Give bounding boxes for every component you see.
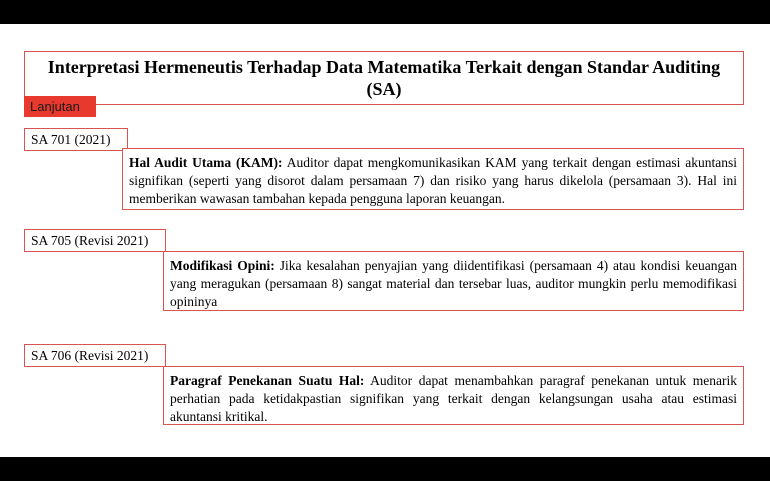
slide [0,24,770,457]
section-desc-sa701 [122,148,744,210]
section-heading: Modifikasi Opini: [170,258,275,273]
section-body: Auditor dapat menambahkan paragraf penekanan untuk menarik perhatian pada ketidakpastian signifikan yang terkait dengan kelangsungan usaha atau estimasi akuntansi kritikal. [170,373,737,424]
section-heading: Paragraf Penekanan Suatu Hal: [170,373,365,388]
section-heading: Hal Audit Utama (KAM): [129,155,283,170]
section-desc-sa705 [163,251,744,311]
section-body: Jika kesalahan penyajian yang diidentifikasi (persamaan 4) atau kondisi keuangan yang meragukan (persamaan 8) sangat material dan tersebar luas, auditor mungkin perlu memodifikasi opininya [170,258,737,309]
section-label-sa705: SA 705 (Revisi 2021) [24,229,166,252]
section-desc-sa706 [163,366,744,425]
section-label-sa706: SA 706 (Revisi 2021) [24,344,166,367]
slide-title: Interpretasi Hermeneutis Terhadap Data Matematika Terkait dengan Standar Auditing (SA) [24,51,744,105]
continuation-badge: Lanjutan [24,96,96,117]
section-label-sa701: SA 701 (2021) [24,128,128,151]
section-body: Auditor dapat mengkomunikasikan KAM yang terkait dengan estimasi akuntansi signifikan (seperti yang disorot dalam persamaan 7) dan risiko yang harus dikelola (persamaan 3). Hal ini memberikan wawasan tambahan kepada pengguna laporan keuangan. [129,155,737,206]
